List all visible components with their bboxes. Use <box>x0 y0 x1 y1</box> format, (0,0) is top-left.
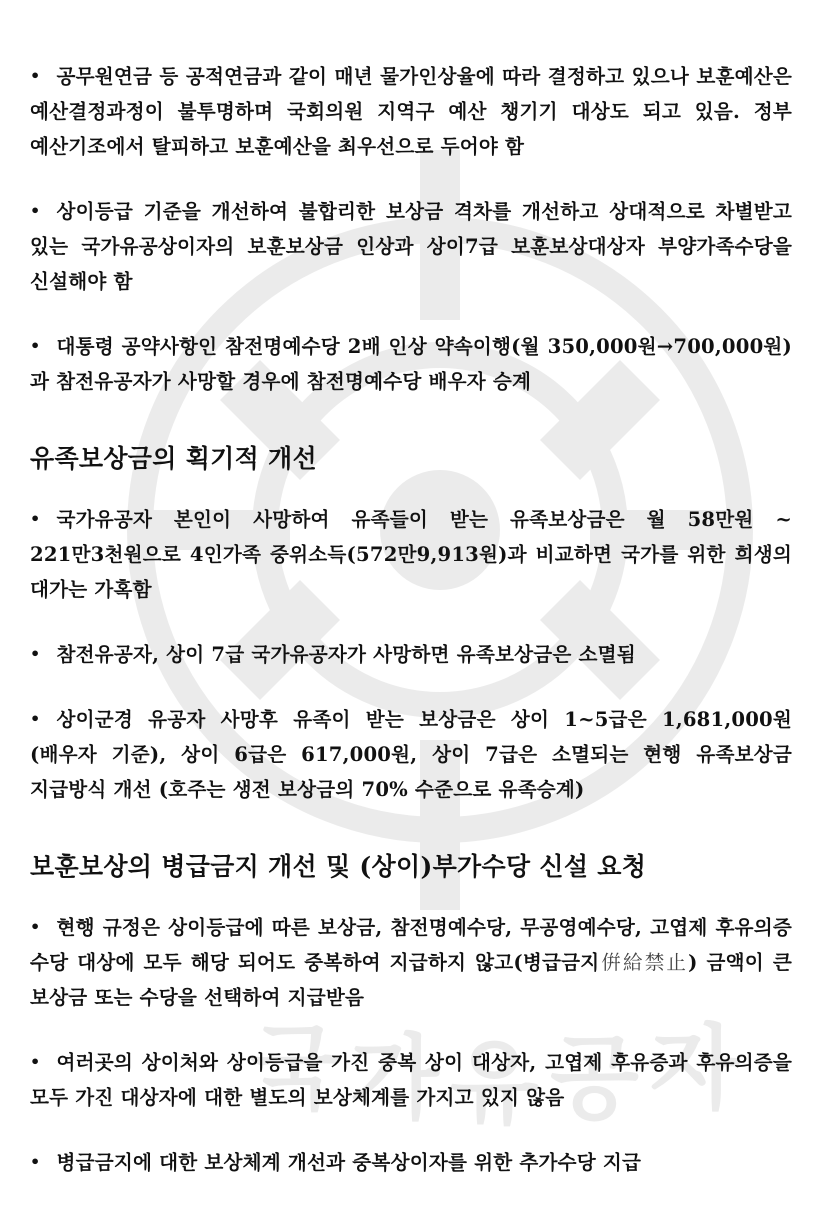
bullet-pension-budget <box>30 58 792 164</box>
bullet-multiple-injuries <box>30 1044 792 1115</box>
bullet-compensation-extinction <box>30 636 792 672</box>
section-title-bereaved-compensation: 유족보상금의 획기적 개선 <box>30 444 317 473</box>
svg-text:공: 공 <box>550 1024 639 1132</box>
svg-text:자: 자 <box>650 1014 739 1122</box>
bullet-text-part1: 현행 규정은 상이등급에 따른 보상금, 참전명예수당, 무공영예수당, 고엽제 후유의증 수당 대상에 모두 해당 되어도 중복하여 지급하지 않고(병급금지 <box>30 916 792 974</box>
svg-text:유: 유 <box>450 1029 539 1137</box>
svg-text:가: 가 <box>350 1024 439 1132</box>
bullet-bereaved-amount <box>30 501 792 607</box>
bullet-text: 대통령 공약사항인 참전명예수당 2배 인상 약속이행(월 350,000원→700,000원)과 참전유공자가 사망할 경우에 참전명예수당 배우자 승계 <box>30 335 792 393</box>
bullet-icon: • <box>30 509 41 528</box>
bullet-current-regulation <box>30 909 792 1015</box>
bullet-text: 여러곳의 상이처와 상이등급을 가진 중복 상이 대상자, 고엽제 후유증과 후유의증을 모두 가진 대상자에 대한 별도의 보상체계를 가지고 있지 않음 <box>30 1051 792 1109</box>
bullet-text: 병급금지에 대한 보상체계 개선과 중복상이자를 위한 추가수당 지급 <box>56 1151 642 1174</box>
document-body <box>30 58 792 1209</box>
bullet-icon: • <box>30 201 41 220</box>
bullet-text-part2: ) 금액이 큰 보상금 또는 수당을 선택하여 지급받음 <box>30 951 792 1009</box>
bullet-icon: • <box>30 644 41 663</box>
bullet-text: 공무원연금 등 공적연금과 같이 매년 물가인상율에 따라 결정하고 있으나 보훈예산은 예산결정과정이 불투명하며 국회의원 지역구 예산 챙기기 대상도 되고 있음. 정부 예산기조에서 탈피하고 보훈예산을 최우선으로 두어야 함 <box>30 65 792 158</box>
bullet-text: 참전유공자, 상이 7급 국가유공자가 사망하면 유족보상금은 소멸됨 <box>56 643 636 666</box>
bullet-additional-allowance <box>30 1144 792 1180</box>
bullet-injured-veteran-bereaved <box>30 701 792 807</box>
section-title-concurrent-payment: 보훈보상의 병급금지 개선 및 (상이)부가수당 신설 요청 <box>30 852 647 881</box>
bullet-war-veteran-allowance <box>30 328 792 399</box>
bullet-injury-grade <box>30 193 792 299</box>
bullet-text: 상이등급 기준을 개선하여 불합리한 보상금 격차를 개선하고 상대적으로 차별받고 있는 국가유공상이자의 보훈보상금 인상과 상이7급 보훈보상대상자 부양가족수당을 신설해야 함 <box>30 200 792 293</box>
bullet-icon: • <box>30 1052 41 1071</box>
bullet-icon: • <box>30 336 41 355</box>
bullet-icon: • <box>30 709 41 728</box>
bullet-icon: • <box>30 917 41 936</box>
bullet-hanja-term: 倂給禁止 <box>599 951 689 974</box>
bullet-text: 상이군경 유공자 사망후 유족이 받는 보상금은 상이 1~5급은 1,681,000원(배우자 기준), 상이 6급은 617,000원, 상이 7급은 소멸되는 현행 유족보상금 지급방식 개선 (호주는 생전 보상금의 70% 수준으로 유족승계) <box>30 708 792 801</box>
bullet-icon: • <box>30 1152 41 1171</box>
svg-text:국: 국 <box>250 1014 339 1122</box>
bullet-icon: • <box>30 66 41 85</box>
bullet-text: 국가유공자 본인이 사망하여 유족들이 받는 유족보상금은 월 58만원 ~ 221만3천원으로 4인가족 중위소득(572만9,913원)과 비교하면 국가를 위한 희생의 대가는 가혹함 <box>30 508 792 601</box>
